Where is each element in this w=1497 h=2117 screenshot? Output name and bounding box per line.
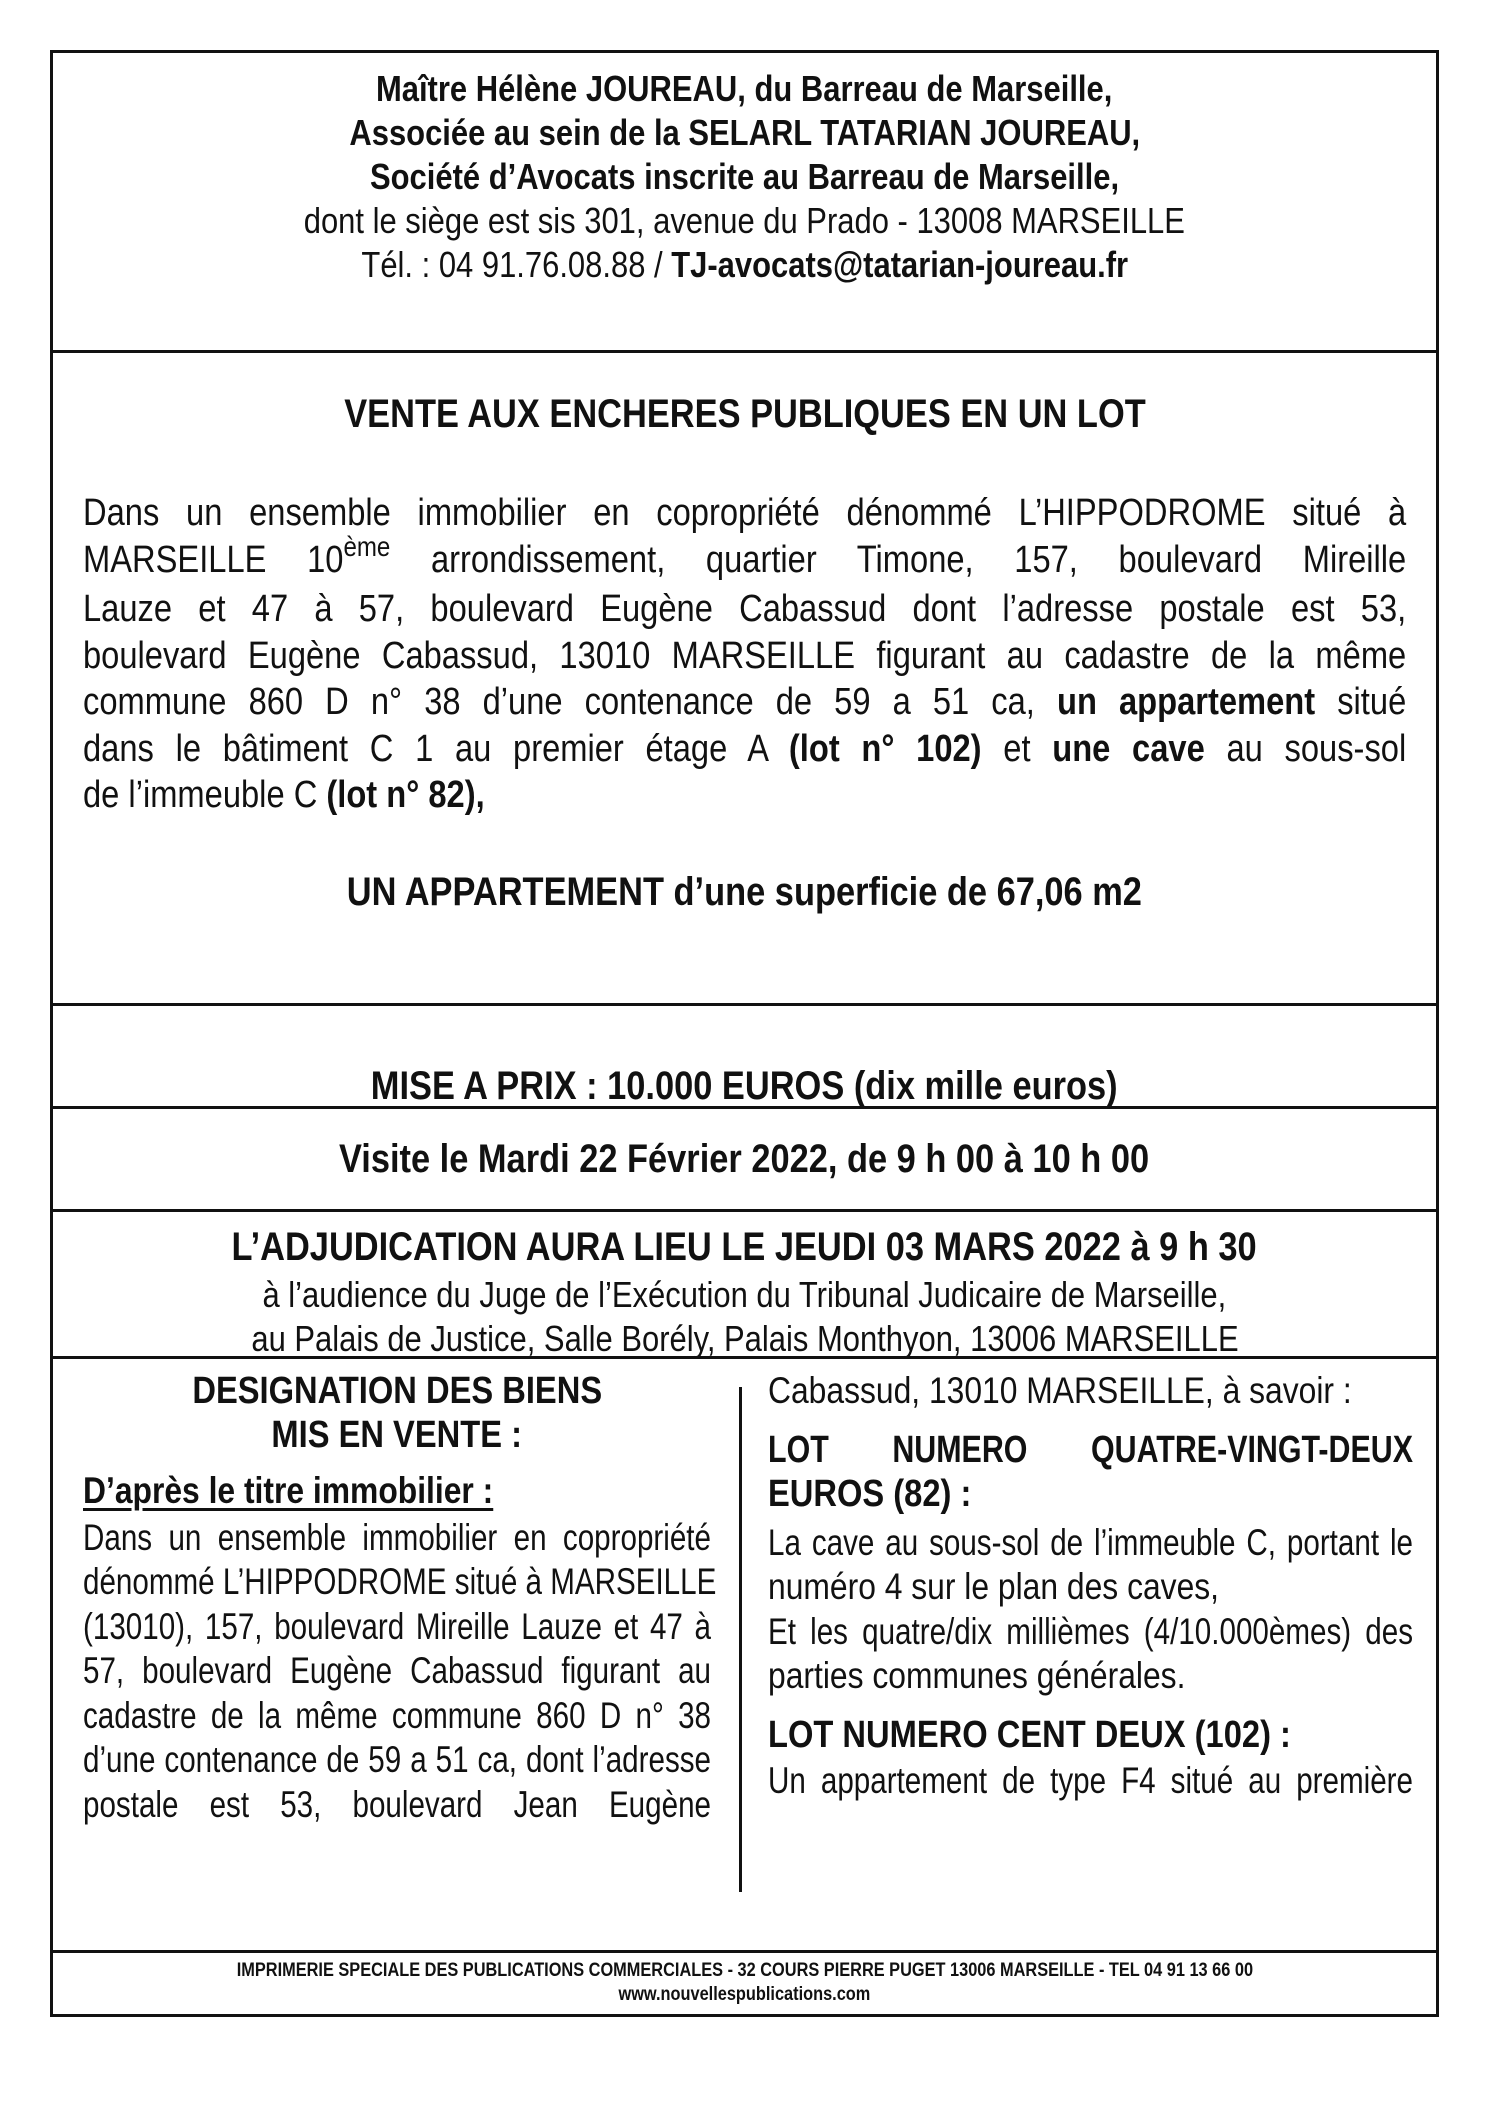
office-address: dont le siège est sis 301, avenue du Prado - 13008 MARSEILLE — [303, 200, 1186, 241]
sale-desc-line — [83, 530, 1407, 587]
designation-line: d’une contenance de 59 a 51 ca, dont l’adresse — [83, 1739, 711, 1780]
title-subheading — [83, 1469, 711, 1514]
designation-text — [83, 1516, 717, 1828]
lot-82-line — [768, 1565, 1413, 1610]
printer-website-line — [53, 1983, 1436, 2007]
adjudication-line: au Palais de Justice, Salle Borély, Palais Monthyon, 13006 MARSEILLE — [250, 1318, 1239, 1359]
sale-title: VENTE AUX ENCHERES PUBLIQUES EN UN LOT — [343, 392, 1146, 436]
sale-desc-text: arrondissement, quartier Timone, 157, boulevard Mireille — [390, 538, 1407, 581]
sale-section — [53, 378, 1436, 1018]
visit-date: Visite le Mardi 22 Février 2022, de 9 h 00 à 10 h 00 — [339, 1137, 1150, 1181]
divider-rule — [53, 350, 1436, 353]
lot-102-title-text: LOT NUMERO CENT DEUX (102) : — [768, 1713, 1291, 1756]
firm-line — [53, 111, 1436, 155]
lot-82-description — [768, 1521, 1413, 1699]
right-column — [768, 1363, 1413, 1804]
apartment-surface: UN APPARTEMENT d’une superficie de 67,06 m2 — [346, 869, 1143, 914]
property-designation — [53, 1363, 1436, 1893]
lot-82-title-text: EUROS (82) : — [768, 1473, 972, 1515]
designation-title — [83, 1369, 711, 1457]
starting-price: MISE A PRIX : 10.000 EUROS (dix mille euros) — [371, 1064, 1118, 1108]
lot-82-line: La cave au sous-sol de l’immeuble C, portant le — [768, 1521, 1413, 1563]
emphasis: un appartement — [1056, 681, 1316, 723]
adjudication-section — [53, 1215, 1436, 1359]
sale-desc-line — [83, 726, 1406, 773]
lot-82-title-line — [768, 1472, 1413, 1517]
designation-title-line: DESIGNATION DES BIENS — [192, 1370, 602, 1412]
emphasis: (lot n° 102) — [788, 727, 982, 770]
sale-desc-text: commune 860 D n° 38 d’une contenance de 59 a 51 ca, — [83, 681, 1057, 723]
printer-footer — [53, 1959, 1436, 2017]
lot-102-line: Un appartement de type F4 situé au première — [768, 1760, 1413, 1801]
divider-rule — [53, 1209, 1436, 1212]
designation-line: 57, boulevard Eugène Cabassud figurant au — [83, 1650, 711, 1691]
designation-line: dénommé L’HIPPODROME situé à MARSEILLE — [83, 1561, 717, 1602]
sale-desc-text: et — [981, 727, 1053, 770]
right-intro — [768, 1369, 1413, 1414]
sale-desc-line — [83, 679, 1406, 726]
contact-line — [53, 243, 1436, 287]
society-name: Société d’Avocats inscrite au Barreau de Marseille, — [369, 156, 1120, 197]
sale-desc-text: situé — [1315, 681, 1407, 723]
emphasis: une cave — [1052, 727, 1205, 770]
divider-rule — [53, 1003, 1436, 1006]
divider-rule — [53, 1106, 1436, 1109]
sale-description — [83, 490, 1406, 819]
printer-info-line — [53, 1959, 1436, 1983]
sale-desc-text: de l’immeuble C — [83, 774, 327, 816]
divider-rule — [53, 1950, 1436, 1953]
legal-notice — [50, 50, 1439, 2017]
lawyer-header — [53, 67, 1436, 367]
left-column — [83, 1363, 717, 1827]
society-line — [53, 155, 1436, 199]
lot-82-text: parties communes générales. — [768, 1655, 1186, 1696]
adjudication-title: L’ADJUDICATION AURA LIEU LE JEUDI 03 MARS 2022 à 9 h 30 — [231, 1225, 1258, 1269]
subheading-text: D’après le titre immobilier : — [83, 1470, 494, 1511]
lawyer-name-line — [53, 67, 1436, 111]
adjudication-line: à l’audience du Juge de l’Exécution du Tribunal Judicaire de Marseille, — [262, 1274, 1227, 1315]
address-line — [53, 199, 1436, 243]
lot-82-text: numéro 4 sur le plan des caves, — [768, 1566, 1220, 1607]
lawyer-name: Maître Hélène JOUREAU, du Barreau de Marseille, — [376, 68, 1113, 109]
sale-desc-line: boulevard Eugène Cabassud, 13010 MARSEILLE figurant au cadastre de la même — [83, 634, 1407, 677]
designation-line: cadastre de la même commune 860 D n° 38 — [83, 1694, 711, 1736]
divider-rule — [53, 1356, 1436, 1359]
intro-text: Cabassud, 13010 MARSEILLE, à savoir : — [768, 1370, 1352, 1411]
printer-info: IMPRIMERIE SPECIALE DES PUBLICATIONS COMMERCIALES - 32 COURS PIERRE PUGET 13006 MARSEILLE - TEL 04 91 13 66 00 — [236, 1960, 1253, 1981]
sale-desc-line: Lauze et 47 à 57, boulevard Eugène Cabassud dont l’adresse postale est 53, — [83, 588, 1407, 630]
intro-line — [768, 1369, 1413, 1414]
superscript: ème — [343, 530, 391, 562]
sale-desc-text: dans le bâtiment C 1 au premier étage A — [83, 727, 789, 770]
designation-line: postale est 53, boulevard Jean Eugène — [83, 1783, 711, 1825]
email-address[interactable]: TJ-avocats@tatarian-joureau.fr — [670, 244, 1128, 285]
column-divider — [739, 1387, 742, 1892]
sale-desc-line: Dans un ensemble immobilier en copropriété dénommé L’HIPPODROME situé à — [83, 492, 1407, 534]
lot-82-line: Et les quatre/dix millièmes (4/10.000èmes) des — [768, 1610, 1413, 1652]
adjudication-details — [53, 1273, 1436, 1361]
lot-82-line — [768, 1654, 1413, 1699]
sale-desc-text: MARSEILLE 10 — [83, 538, 344, 581]
printer-website-link[interactable]: www.nouvellespublications.com — [618, 1984, 871, 2005]
sale-desc-text: au sous-sol — [1204, 727, 1407, 770]
lot-82-title — [768, 1428, 1413, 1517]
emphasis: (lot n° 82), — [326, 774, 485, 816]
designation-title-line: MIS EN VENTE : — [271, 1414, 523, 1456]
sale-desc-line — [83, 772, 1406, 819]
lot-82-title-line: LOT NUMERO QUATRE-VINGT-DEUX — [768, 1428, 1413, 1471]
designation-line: Dans un ensemble immobilier en copropriété — [83, 1516, 711, 1558]
lot-102-title — [768, 1713, 1413, 1758]
designation-line: (13010), 157, boulevard Mireille Lauze et 47 à — [83, 1605, 711, 1647]
phone-number: Tél. : 04 91.76.08.88 / — [361, 244, 671, 285]
firm-name: Associée au sein de la SELARL TATARIAN JOUREAU, — [349, 112, 1140, 153]
lot-102-description — [768, 1759, 1413, 1804]
